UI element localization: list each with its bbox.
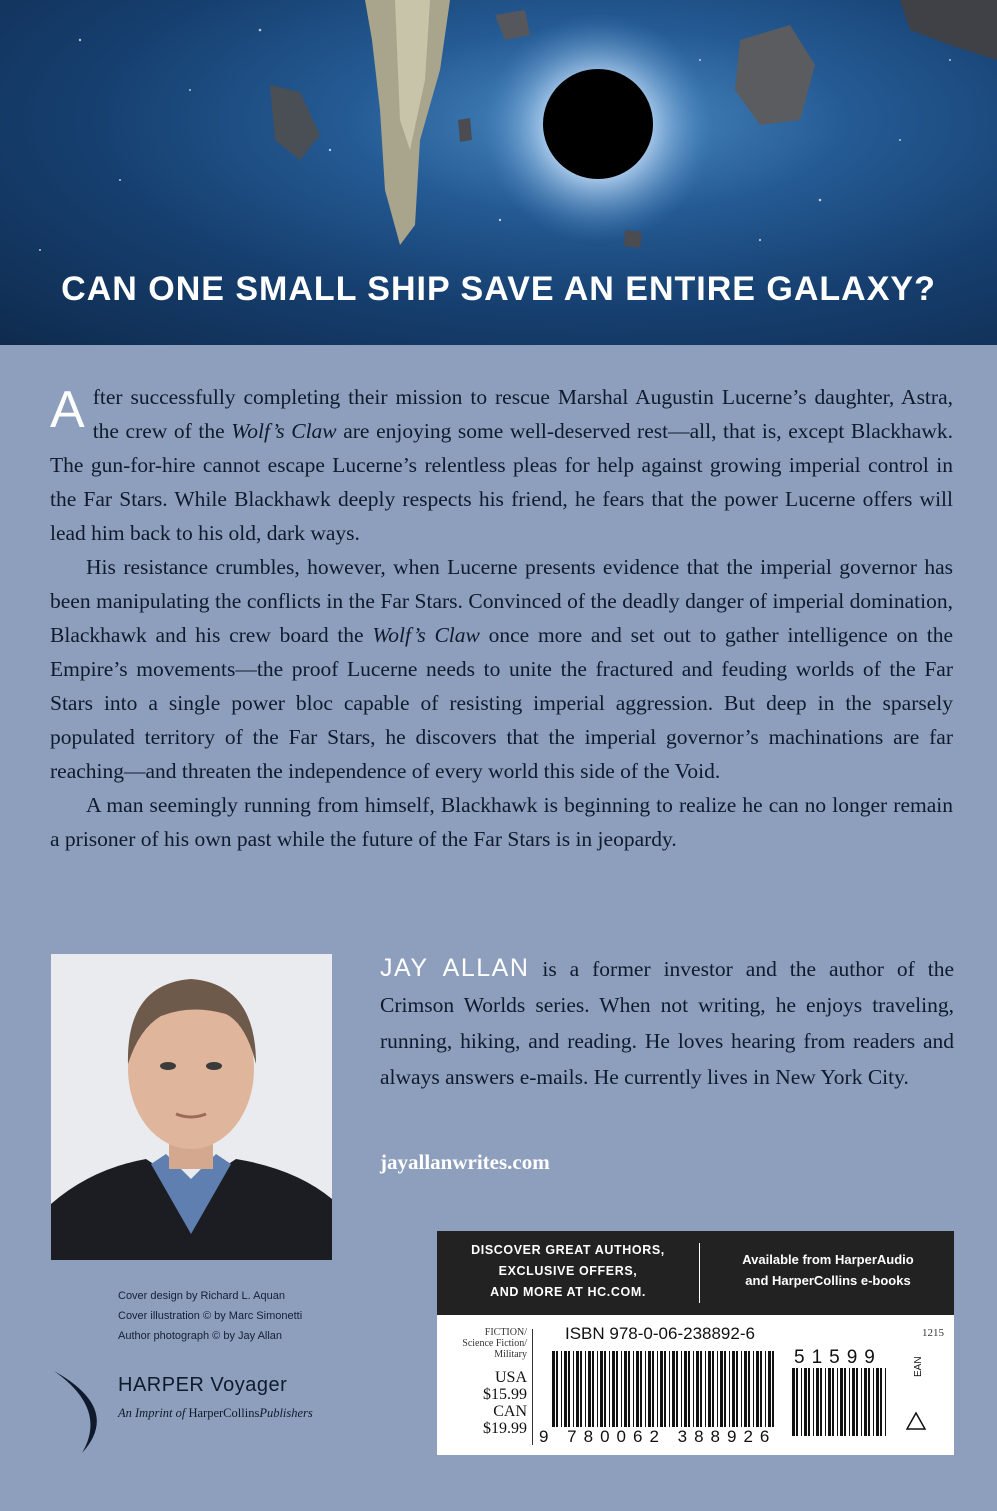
promo-line: DISCOVER GREAT AUTHORS, — [471, 1243, 665, 1257]
author-portrait — [51, 954, 332, 1260]
barcode-bar — [801, 1368, 802, 1436]
genre-line: Military — [494, 1349, 527, 1360]
barcode-bar — [660, 1351, 663, 1427]
barcode-bar — [676, 1351, 678, 1427]
imprint-sub-text: An Imprint of — [118, 1406, 189, 1420]
promo-line: and HarperCollins e-books — [745, 1273, 911, 1288]
barcode-bar — [832, 1368, 834, 1436]
barcode-bar — [664, 1351, 666, 1427]
barcode-bar — [732, 1351, 735, 1427]
promo-line: AND MORE AT HC.COM. — [490, 1285, 646, 1299]
ship-name: Wolf’s Claw — [231, 419, 337, 443]
isbn-barcode — [552, 1351, 777, 1433]
promo-availability — [702, 1249, 954, 1291]
barcode-bar — [700, 1351, 702, 1427]
blurb-text: fter successfully completing their mission to rescue Marshal Augustin Lucerne’s daughter, Astra, the crew of the — [92, 385, 953, 443]
barcode-bar — [612, 1351, 615, 1427]
barcode-bar — [573, 1351, 574, 1427]
price-list — [445, 1369, 527, 1437]
barcode-bar — [556, 1351, 558, 1427]
barcode-bar — [760, 1351, 762, 1427]
barcode-bar — [616, 1351, 618, 1427]
imprint-publisher: HarperCollins — [188, 1406, 260, 1420]
drop-cap: A — [50, 381, 85, 439]
barcode-bar — [792, 1368, 795, 1436]
headline: CAN ONE SMALL SHIP SAVE AN ENTIRE GALAXY? — [61, 270, 936, 308]
barcode-bar — [816, 1368, 819, 1436]
book-description — [50, 380, 953, 856]
cover-credits — [118, 1286, 302, 1346]
blurb-text: His resistance crumbles, however, when Lucerne presents evidence that the imperial governor has been manipulating the conflicts in the Far Stars. Convinced of the deadly danger of imperial domination, Blackhawk and his crew board the — [50, 555, 953, 647]
barcode-bar — [813, 1368, 814, 1436]
price-line: $19.99 — [483, 1420, 527, 1437]
promo-offers — [437, 1240, 699, 1303]
harper-voyager-logo-icon — [52, 1369, 108, 1455]
barcode-bar — [628, 1351, 630, 1427]
barcode-bar — [768, 1351, 771, 1427]
barcode-digits: 9 780062 388926 — [539, 1427, 777, 1446]
barcode-bar — [580, 1351, 582, 1427]
credit-line: Cover design by Richard L. Aquan — [118, 1290, 285, 1302]
barcode-bar — [720, 1351, 723, 1427]
author-bio — [380, 950, 954, 1095]
ship-name: Wolf’s Claw — [372, 623, 480, 647]
price-code: 51599 — [794, 1347, 882, 1368]
barcode-bar — [864, 1368, 867, 1436]
barcode-bar — [693, 1351, 694, 1427]
barcode-bar — [804, 1368, 807, 1436]
barcode-bar — [688, 1351, 690, 1427]
price-barcode — [792, 1368, 892, 1436]
imprint-publisher-suffix: Publishers — [259, 1406, 313, 1420]
barcode-bar — [585, 1351, 586, 1427]
barcode-bar — [708, 1351, 711, 1427]
barcode-bar — [729, 1351, 730, 1427]
author-photo — [51, 954, 332, 1260]
barcode-bar — [844, 1368, 846, 1436]
barcode-bar — [684, 1351, 687, 1427]
ean-arrow-icon — [905, 1411, 927, 1431]
barcode-bar — [808, 1368, 810, 1436]
barcode-bar — [568, 1351, 570, 1427]
blurb-text: once more and set out to gather intelligence on the Empire’s movements—the proof Lucerne needs to unite the fractured and feuding worlds of the Far Stars into a single power bloc capable of resisting imperial aggression. But deep in the sparsely populated territory of the Far Stars, he discovers that the imperial governor’s machinations are far reaching—and threaten the independence of every world this side of the Void. — [50, 623, 954, 783]
barcode-bar — [564, 1351, 567, 1427]
genre-line: FICTION/ — [484, 1327, 527, 1338]
barcode-bar — [669, 1351, 670, 1427]
barcode-bar — [856, 1368, 858, 1436]
price-line: USA — [494, 1369, 527, 1386]
barcode-bar — [840, 1368, 843, 1436]
blurb-paragraph-1 — [50, 380, 953, 550]
barcode-bar — [561, 1351, 562, 1427]
barcode-bar — [828, 1368, 831, 1436]
barcode-bar — [820, 1368, 822, 1436]
barcode-bar — [741, 1351, 742, 1427]
promo-box — [437, 1231, 954, 1315]
barcode-bar — [648, 1351, 651, 1427]
barcode-bar — [873, 1368, 874, 1436]
barcode-bar — [876, 1368, 879, 1436]
barcode-bar — [744, 1351, 747, 1427]
barcode-bar — [885, 1368, 886, 1436]
barcode-bar — [765, 1351, 766, 1427]
price-line: CAN — [493, 1403, 527, 1420]
barcode-bar — [597, 1351, 598, 1427]
barcode-bar — [621, 1351, 622, 1427]
barcode-bar — [753, 1351, 754, 1427]
credit-line: Cover illustration © by Marc Simonetti — [118, 1310, 303, 1322]
barcode-bar — [712, 1351, 714, 1427]
barcode-bar — [825, 1368, 826, 1436]
barcode-bar — [636, 1351, 639, 1427]
credit-line: Author photograph © by Jay Allan — [118, 1330, 283, 1342]
divider — [532, 1329, 533, 1445]
barcode-bar — [852, 1368, 855, 1436]
blurb-paragraph-2 — [50, 550, 953, 788]
barcode-bar — [672, 1351, 675, 1427]
barcode-panel — [437, 1315, 954, 1455]
isbn-number: ISBN 978-0-06-238892-6 — [565, 1324, 755, 1343]
barcode-bar — [756, 1351, 759, 1427]
imprint-name: HARPER Voyager — [118, 1374, 288, 1396]
barcode-bar — [604, 1351, 606, 1427]
barcode-bar — [681, 1351, 682, 1427]
genre-line: Science Fiction/ — [462, 1338, 527, 1349]
price-line: $15.99 — [483, 1386, 527, 1403]
promo-line: Available from HarperAudio — [742, 1252, 914, 1267]
blurb-text: are enjoying some well-deserved rest—all, that is, except Blackhawk. The gun-for-hire cannot escape Lucerne’s relentless pleas for help against growing imperial control in the Far Stars. While Blackhawk deeply respects his friend, he fears that the power Lucerne offers will lead him back to his old, dark ways. — [50, 419, 953, 545]
barcode-bar — [705, 1351, 706, 1427]
barcode-bar — [652, 1351, 654, 1427]
barcode-bar — [736, 1351, 738, 1427]
barcode-bar — [645, 1351, 646, 1427]
barcode-bar — [748, 1351, 750, 1427]
barcode-bar — [552, 1351, 555, 1427]
imprint-subtitle — [118, 1406, 313, 1421]
barcode-bar — [588, 1351, 591, 1427]
promo-divider — [699, 1243, 700, 1303]
barcode-bar — [837, 1368, 838, 1436]
barcode-bar — [640, 1351, 642, 1427]
barcode-bar — [717, 1351, 718, 1427]
barcode-bar — [592, 1351, 594, 1427]
barcode-bar — [633, 1351, 634, 1427]
print-code: 1215 — [922, 1327, 944, 1339]
barcode-bar — [796, 1368, 798, 1436]
barcode-bar — [880, 1368, 882, 1436]
barcode-bar — [724, 1351, 726, 1427]
blurb-paragraph-3: A man seemingly running from himself, Blackhawk is beginning to realize he can no longer remain a prisoner of his own past while the future of the Far Stars is in jeopardy. — [50, 793, 953, 851]
barcode-bar — [849, 1368, 850, 1436]
bio-text: is a former investor and the author of the Crimson Worlds series. When not writing, he enjoys traveling, running, hiking, and reading. He loves hearing from readers and always answers e-mails. He currently lives in New York City. — [380, 957, 954, 1089]
barcode-bar — [576, 1351, 579, 1427]
barcode-bar — [861, 1368, 862, 1436]
ean-label: EAN — [913, 1356, 924, 1377]
author-website-link[interactable]: jayallanwrites.com — [380, 1150, 550, 1174]
barcode-bar — [772, 1351, 774, 1427]
barcode-bar — [624, 1351, 627, 1427]
promo-line: EXCLUSIVE OFFERS, — [498, 1264, 638, 1278]
author-name: JAY ALLAN — [380, 954, 530, 982]
genre-label — [445, 1327, 527, 1360]
barcode-bar — [657, 1351, 658, 1427]
barcode-bar — [868, 1368, 870, 1436]
barcode-bar — [696, 1351, 699, 1427]
barcode-bar — [600, 1351, 603, 1427]
barcode-bar — [609, 1351, 610, 1427]
